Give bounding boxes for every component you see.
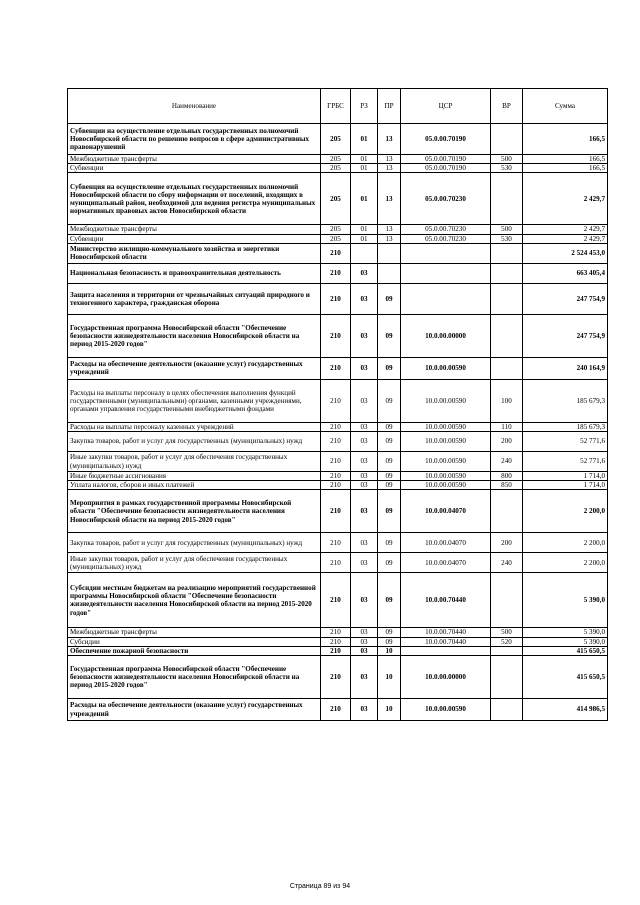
table-row xyxy=(68,124,608,155)
row-csr: 10.0.00.00000 xyxy=(401,656,491,699)
table-row xyxy=(68,656,608,699)
row-csr: 10.0.00.00590 xyxy=(401,379,491,422)
row-grbs: 210 xyxy=(321,314,351,357)
row-pr: 13 xyxy=(378,234,401,243)
row-csr: 05.0.00.70230 xyxy=(401,234,491,243)
row-pr: 09 xyxy=(378,314,401,357)
row-pr: 13 xyxy=(378,173,401,225)
row-pr: 09 xyxy=(378,490,401,533)
table-row xyxy=(68,283,608,314)
row-vr xyxy=(491,263,523,283)
row-rz: 03 xyxy=(351,432,378,452)
row-vr xyxy=(491,573,523,628)
row-sum: 1 714,0 xyxy=(523,472,608,481)
row-csr: 10.0.00.00000 xyxy=(401,314,491,357)
row-pr: 09 xyxy=(378,533,401,553)
row-name: Иные закупки товаров, работ и услуг для обеспечения государственных (муниципальных) нужд xyxy=(68,553,321,573)
row-name: Национальная безопасность и правоохранительная деятельность xyxy=(68,263,321,283)
table-row xyxy=(68,234,608,243)
row-csr: 05.0.00.70230 xyxy=(401,225,491,234)
row-vr xyxy=(491,656,523,699)
row-rz xyxy=(351,243,378,263)
header-vr: ВР xyxy=(491,89,523,124)
row-name: Государственная программа Новосибирской области "Обеспечение безопасности жизнедеятельности населения Новосибирской области на период 2015-2020 годов" xyxy=(68,314,321,357)
row-rz: 03 xyxy=(351,490,378,533)
row-name: Расходы на обеспечение деятельности (оказание услуг) государственных учреждений xyxy=(68,357,321,379)
row-name: Субвенции xyxy=(68,164,321,173)
row-sum: 663 405,4 xyxy=(523,263,608,283)
table-row xyxy=(68,533,608,553)
row-pr: 09 xyxy=(378,472,401,481)
row-sum: 2 200,0 xyxy=(523,533,608,553)
row-csr: 10.0.00.00590 xyxy=(401,357,491,379)
row-sum: 5 390,0 xyxy=(523,637,608,646)
row-rz: 01 xyxy=(351,234,378,243)
header-name: Наименование xyxy=(68,89,321,124)
row-grbs: 210 xyxy=(321,646,351,655)
row-grbs: 210 xyxy=(321,422,351,431)
page-number: Страница 89 из 94 xyxy=(289,883,351,890)
row-pr: 13 xyxy=(378,155,401,164)
row-name: Мероприятия в рамках государственной программы Новосибирской области "Обеспечение безопасности жизнедеятельности населения Новосибирской области на период 2015-2020 годов" xyxy=(68,490,321,533)
row-pr: 10 xyxy=(378,646,401,655)
row-vr: 530 xyxy=(491,234,523,243)
table-row xyxy=(68,481,608,490)
row-name: Расходы на обеспечение деятельности (оказание услуг) государственных учреждений xyxy=(68,699,321,721)
row-csr: 10.0.00.00590 xyxy=(401,432,491,452)
row-sum: 185 679,3 xyxy=(523,422,608,431)
row-sum: 2 429,7 xyxy=(523,173,608,225)
row-name: Министерство жилищно-коммунального хозяйства и энергетики Новосибирской области xyxy=(68,243,321,263)
row-sum: 414 986,5 xyxy=(523,699,608,721)
row-sum: 166,5 xyxy=(523,124,608,155)
row-grbs: 210 xyxy=(321,283,351,314)
row-grbs: 210 xyxy=(321,533,351,553)
row-csr: 10.0.00.70440 xyxy=(401,628,491,637)
table-row xyxy=(68,357,608,379)
row-sum: 2 429,7 xyxy=(523,225,608,234)
row-name: Межбюджетные трансферты xyxy=(68,628,321,637)
row-name: Государственная программа Новосибирской области "Обеспечение безопасности жизнедеятельности населения Новосибирской области на период 2015-2020 годов" xyxy=(68,656,321,699)
row-vr xyxy=(491,357,523,379)
row-pr: 10 xyxy=(378,699,401,721)
row-name: Расходы на выплаты персоналу казенных учреждений xyxy=(68,422,321,431)
table-row xyxy=(68,263,608,283)
row-sum: 2 429,7 xyxy=(523,234,608,243)
row-name: Субсидии местным бюджетам на реализацию мероприятий государственной программы Новосибирской области "Обеспечение безопасности жизнедеятельности населения Новосибирской области на период 2015-2020 годов" xyxy=(68,573,321,628)
row-rz: 03 xyxy=(351,263,378,283)
row-pr xyxy=(378,263,401,283)
row-csr xyxy=(401,283,491,314)
row-grbs: 210 xyxy=(321,628,351,637)
header-pr: ПР xyxy=(378,89,401,124)
row-sum: 2 200,0 xyxy=(523,553,608,573)
header-row xyxy=(68,89,608,124)
row-csr: 10.0.00.00590 xyxy=(401,481,491,490)
row-grbs: 210 xyxy=(321,263,351,283)
row-name: Субвенции xyxy=(68,234,321,243)
row-sum: 415 650,5 xyxy=(523,646,608,655)
row-pr: 09 xyxy=(378,357,401,379)
row-csr: 05.0.00.70190 xyxy=(401,155,491,164)
table-row xyxy=(68,173,608,225)
row-grbs: 205 xyxy=(321,234,351,243)
row-pr: 09 xyxy=(378,379,401,422)
row-pr: 09 xyxy=(378,452,401,472)
row-name: Обеспечение пожарной безопасности xyxy=(68,646,321,655)
row-csr: 10.0.00.00590 xyxy=(401,452,491,472)
row-vr: 100 xyxy=(491,379,523,422)
table-row xyxy=(68,379,608,422)
row-vr: 530 xyxy=(491,164,523,173)
row-sum: 247 754,9 xyxy=(523,283,608,314)
row-name: Субвенции на осуществление отдельных государственных полномочий Новосибирской области по решению вопросов в сфере административных правонарушений xyxy=(68,124,321,155)
row-sum: 52 771,6 xyxy=(523,432,608,452)
row-vr xyxy=(491,699,523,721)
row-sum: 2 200,0 xyxy=(523,490,608,533)
table-row xyxy=(68,699,608,721)
row-csr: 05.0.00.70190 xyxy=(401,164,491,173)
row-vr: 200 xyxy=(491,432,523,452)
header-rz: РЗ xyxy=(351,89,378,124)
row-rz: 03 xyxy=(351,314,378,357)
row-name: Защита населения и территории от чрезвычайных ситуаций природного и техногенного характера, гражданская оборона xyxy=(68,283,321,314)
row-csr xyxy=(401,263,491,283)
row-grbs: 210 xyxy=(321,472,351,481)
row-rz: 03 xyxy=(351,628,378,637)
row-grbs: 205 xyxy=(321,225,351,234)
row-pr: 09 xyxy=(378,481,401,490)
row-rz: 01 xyxy=(351,225,378,234)
table-row xyxy=(68,490,608,533)
row-grbs: 210 xyxy=(321,699,351,721)
row-name: Межбюджетные трансферты xyxy=(68,225,321,234)
row-rz: 03 xyxy=(351,573,378,628)
row-csr: 10.0.00.04070 xyxy=(401,490,491,533)
row-rz: 03 xyxy=(351,481,378,490)
table-row xyxy=(68,452,608,472)
row-csr: 10.0.00.00590 xyxy=(401,472,491,481)
row-vr: 200 xyxy=(491,533,523,553)
table-row xyxy=(68,553,608,573)
row-csr xyxy=(401,243,491,263)
row-csr: 10.0.00.70440 xyxy=(401,637,491,646)
row-vr: 240 xyxy=(491,553,523,573)
row-pr: 13 xyxy=(378,124,401,155)
row-vr: 800 xyxy=(491,472,523,481)
table-row xyxy=(68,155,608,164)
header-csr: ЦСР xyxy=(401,89,491,124)
row-rz: 01 xyxy=(351,124,378,155)
row-name: Уплата налогов, сборов и иных платежей xyxy=(68,481,321,490)
row-vr: 500 xyxy=(491,225,523,234)
row-sum: 1 714,0 xyxy=(523,481,608,490)
row-vr xyxy=(491,243,523,263)
row-sum: 240 164,9 xyxy=(523,357,608,379)
row-rz: 03 xyxy=(351,553,378,573)
row-vr xyxy=(491,173,523,225)
table-row xyxy=(68,225,608,234)
table-row xyxy=(68,646,608,655)
table-row xyxy=(68,628,608,637)
table-row xyxy=(68,573,608,628)
row-rz: 03 xyxy=(351,357,378,379)
row-rz: 03 xyxy=(351,637,378,646)
row-name: Субсидии xyxy=(68,637,321,646)
table-row xyxy=(68,314,608,357)
row-rz: 01 xyxy=(351,164,378,173)
row-name: Закупка товаров, работ и услуг для государственных (муниципальных) нужд xyxy=(68,533,321,553)
row-pr xyxy=(378,243,401,263)
row-rz: 03 xyxy=(351,379,378,422)
row-csr: 10.0.00.00590 xyxy=(401,699,491,721)
row-csr: 10.0.00.04070 xyxy=(401,533,491,553)
row-sum: 415 650,5 xyxy=(523,656,608,699)
row-csr: 10.0.00.04070 xyxy=(401,553,491,573)
row-pr: 09 xyxy=(378,628,401,637)
row-rz: 03 xyxy=(351,646,378,655)
row-grbs: 210 xyxy=(321,490,351,533)
row-vr xyxy=(491,646,523,655)
table-body xyxy=(68,124,608,721)
row-pr: 09 xyxy=(378,573,401,628)
row-grbs: 210 xyxy=(321,637,351,646)
table-row xyxy=(68,164,608,173)
row-name: Закупка товаров, работ и услуг для государственных (муниципальных) нужд xyxy=(68,432,321,452)
row-vr xyxy=(491,490,523,533)
row-pr: 09 xyxy=(378,432,401,452)
row-sum: 5 390,0 xyxy=(523,628,608,637)
budget-table xyxy=(67,88,608,721)
row-sum: 52 771,6 xyxy=(523,452,608,472)
row-grbs: 210 xyxy=(321,243,351,263)
row-vr xyxy=(491,283,523,314)
table-row xyxy=(68,422,608,431)
row-name: Иные бюджетные ассигнования xyxy=(68,472,321,481)
row-sum: 166,5 xyxy=(523,155,608,164)
row-rz: 03 xyxy=(351,472,378,481)
row-grbs: 210 xyxy=(321,573,351,628)
row-sum: 2 524 453,0 xyxy=(523,243,608,263)
row-vr xyxy=(491,124,523,155)
row-vr: 520 xyxy=(491,637,523,646)
row-rz: 01 xyxy=(351,155,378,164)
row-rz: 03 xyxy=(351,699,378,721)
row-grbs: 210 xyxy=(321,432,351,452)
row-vr: 500 xyxy=(491,155,523,164)
row-name: Субвенция на осуществление отдельных государственных полномочий Новосибирской области по сбору информации от поселений, входящих в муниципальный район, необходимой для ведения регистра муниципальных нормативных правовых актов Новосибирской области xyxy=(68,173,321,225)
row-pr: 09 xyxy=(378,553,401,573)
row-name: Расходы на выплаты персоналу в целях обеспечения выполнения функций государственными (муниципальными) органами, казенными учреждениями, органами управления государственными внебюджетными фондами xyxy=(68,379,321,422)
row-pr: 13 xyxy=(378,164,401,173)
row-name: Иные закупки товаров, работ и услуг для обеспечения государственных (муниципальных) нужд xyxy=(68,452,321,472)
row-sum: 247 754,9 xyxy=(523,314,608,357)
row-grbs: 210 xyxy=(321,452,351,472)
row-vr: 500 xyxy=(491,628,523,637)
header-grbs: ГРБС xyxy=(321,89,351,124)
row-grbs: 205 xyxy=(321,155,351,164)
row-vr: 240 xyxy=(491,452,523,472)
row-sum: 5 390,0 xyxy=(523,573,608,628)
row-grbs: 210 xyxy=(321,379,351,422)
row-csr: 05.0.00.70190 xyxy=(401,124,491,155)
row-pr: 13 xyxy=(378,225,401,234)
header-sum: Сумма xyxy=(523,89,608,124)
row-rz: 03 xyxy=(351,656,378,699)
table-row xyxy=(68,472,608,481)
row-grbs: 205 xyxy=(321,124,351,155)
row-rz: 03 xyxy=(351,533,378,553)
row-sum: 185 679,3 xyxy=(523,379,608,422)
row-vr: 850 xyxy=(491,481,523,490)
table-row xyxy=(68,432,608,452)
row-grbs: 210 xyxy=(321,357,351,379)
row-grbs: 210 xyxy=(321,656,351,699)
row-rz: 01 xyxy=(351,173,378,225)
row-rz: 03 xyxy=(351,283,378,314)
row-vr xyxy=(491,314,523,357)
row-rz: 03 xyxy=(351,422,378,431)
row-csr: 10.0.00.70440 xyxy=(401,573,491,628)
row-csr: 10.0.00.00590 xyxy=(401,422,491,431)
row-grbs: 210 xyxy=(321,553,351,573)
row-csr xyxy=(401,646,491,655)
row-name: Межбюджетные трансферты xyxy=(68,155,321,164)
row-grbs: 205 xyxy=(321,173,351,225)
row-rz: 03 xyxy=(351,452,378,472)
table-row xyxy=(68,243,608,263)
row-sum: 166,5 xyxy=(523,164,608,173)
row-pr: 09 xyxy=(378,422,401,431)
row-pr: 09 xyxy=(378,637,401,646)
row-pr: 09 xyxy=(378,283,401,314)
table-row xyxy=(68,637,608,646)
row-csr: 05.0.00.70230 xyxy=(401,173,491,225)
row-grbs: 210 xyxy=(321,481,351,490)
row-pr: 10 xyxy=(378,656,401,699)
row-vr: 110 xyxy=(491,422,523,431)
row-grbs: 205 xyxy=(321,164,351,173)
